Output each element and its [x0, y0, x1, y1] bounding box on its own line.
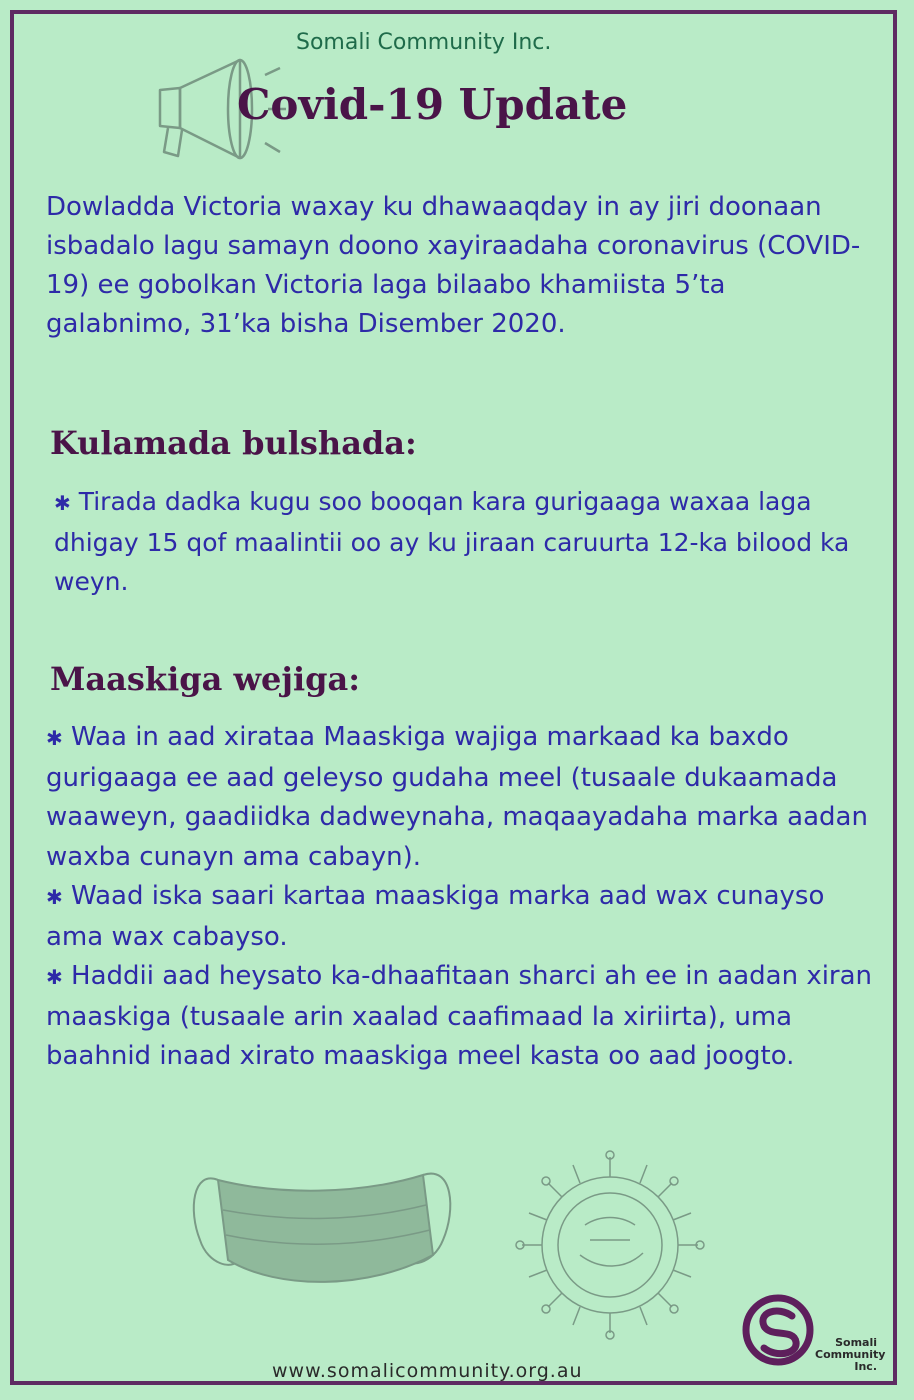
community-bullets: [54, 482, 874, 601]
logo-icon: [740, 1292, 820, 1372]
page-title: Covid-19 Update: [237, 80, 628, 129]
section-heading-community: Kulamada bulshada:: [50, 424, 417, 462]
virus-icon: [505, 1145, 715, 1345]
list-item: ✱ Tirada dadka kugu soo booqan kara gurigaaga waxaa laga dhigay 15 qof maalintii oo ay ku jiraan caruurta 12-ka bilood ka weyn.: [54, 487, 850, 596]
intro-paragraph: Dowladda Victoria waxay ku dhawaaqday in ay jiri doonaan isbadalo lagu samayn doono xayiraadaha coronavirus (COVID-19) ee gobolkan Victoria laga bilaabo khamiista 5’ta galabnimo, 31’ka bisha Disember 2020.: [46, 192, 861, 339]
face-mask-icon: [188, 1150, 458, 1300]
asterisk-bullet-icon: ✱: [46, 726, 63, 750]
website-url: www.somalicommunity.org.au: [272, 1360, 583, 1382]
section-heading-mask: Maaskiga wejiga:: [50, 660, 361, 698]
asterisk-bullet-icon: ✱: [54, 491, 71, 515]
asterisk-bullet-icon: ✱: [46, 965, 63, 989]
asterisk-bullet-icon: ✱: [46, 885, 63, 909]
mask-bullets: [46, 718, 876, 1077]
list-item: ✱ Waad iska saari kartaa maaskiga marka aad wax cunayso ama wax cabayso.: [46, 881, 825, 952]
list-item: ✱ Waa in aad xirataa Maaskiga wajiga markaad ka baxdo gurigaaga ee aad geleyso gudaha meel (tusaale dukaamada waaweyn, gaadiidka dadweynaha, maqaayadaha marka aadan waxba cunayn ama cabayn).: [46, 722, 868, 872]
list-item: ✱ Haddii aad heysato ka-dhaafitaan sharci ah ee in aadan xiran maaskiga (tusaale arin xaalad caafimaad la xiriirta), uma baahnid inaad xirato maaskiga meel kasta oo aad joogto.: [46, 961, 873, 1071]
logo-text: Somali Community Inc.: [815, 1336, 886, 1373]
organization-name: Somali Community Inc.: [296, 30, 552, 55]
